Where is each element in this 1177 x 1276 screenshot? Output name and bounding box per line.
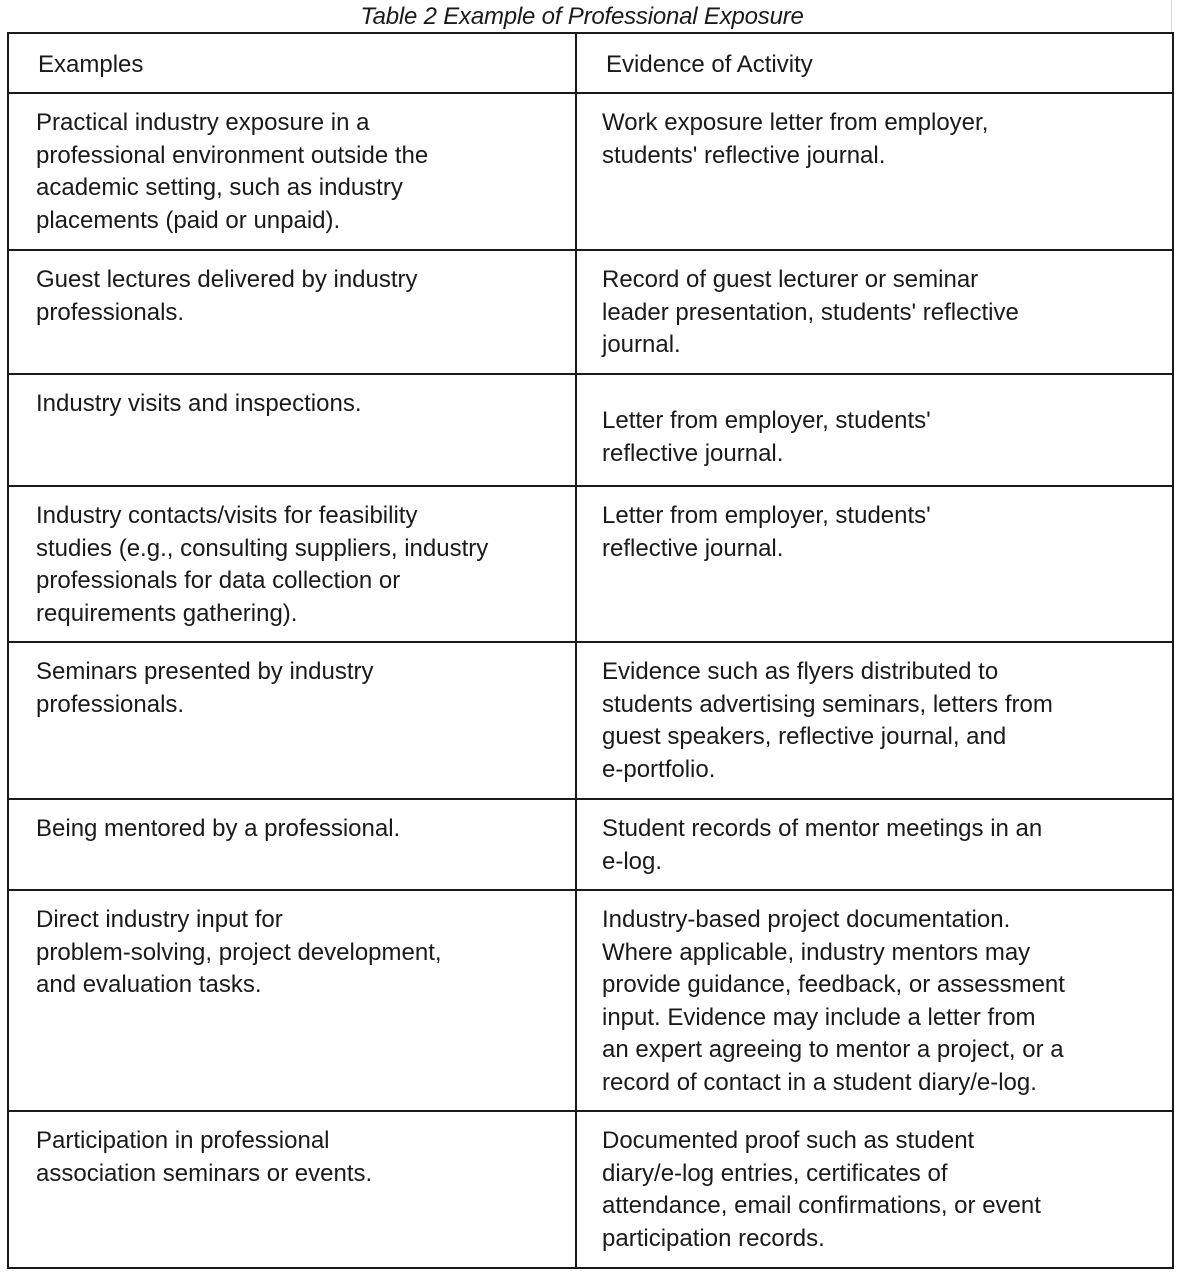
example-text: Participation in professional association seminars or events. xyxy=(36,1127,373,1187)
example-text: Industry contacts/visits for feasibility studies (e.g., consulting suppliers, industry professionals for data collection or requirements gathering). xyxy=(36,502,489,627)
header-label: Evidence of Activity xyxy=(606,51,813,78)
evidence-text: Record of guest lecturer or seminar leader presentation, students' reflective journal. xyxy=(602,266,1019,358)
evidence-cell xyxy=(576,799,1173,890)
table-row xyxy=(8,642,1173,799)
evidence-cell xyxy=(576,642,1173,799)
evidence-text: Industry-based project documentation. Where applicable, industry mentors may provide guidance, feedback, or assessment input. Evidence may include a letter from an expert agreeing to mentor a project, or a record of contact in a student diary/e-log. xyxy=(602,906,1065,1096)
page-edge-divider xyxy=(1171,0,1172,34)
evidence-cell xyxy=(576,93,1173,250)
evidence-text: Work exposure letter from employer, students' reflective journal. xyxy=(602,109,989,169)
evidence-cell xyxy=(576,374,1173,486)
evidence-cell xyxy=(576,250,1173,374)
example-cell xyxy=(8,250,576,374)
header-examples xyxy=(8,33,576,93)
evidence-text: Student records of mentor meetings in an e-log. xyxy=(602,815,1043,875)
example-cell xyxy=(8,642,576,799)
table-row xyxy=(8,486,1173,642)
example-cell xyxy=(8,890,576,1111)
table-row xyxy=(8,1111,1173,1268)
example-text: Guest lectures delivered by industry professionals. xyxy=(36,266,418,326)
evidence-text: Evidence such as flyers distributed to students advertising seminars, letters from guest speakers, reflective journal, and e-portfolio. xyxy=(602,658,1053,783)
evidence-text: Letter from employer, students' reflective journal. xyxy=(602,502,931,562)
table-row xyxy=(8,799,1173,890)
evidence-cell xyxy=(576,486,1173,642)
professional-exposure-table xyxy=(7,32,1174,1269)
table-row xyxy=(8,250,1173,374)
example-cell xyxy=(8,486,576,642)
table-row xyxy=(8,93,1173,250)
evidence-cell xyxy=(576,1111,1173,1268)
table-header-row xyxy=(8,33,1173,93)
evidence-text: Letter from employer, students' reflective journal. xyxy=(602,407,931,467)
example-text: Industry visits and inspections. xyxy=(36,390,362,417)
evidence-cell xyxy=(576,890,1173,1111)
header-evidence-of-activity xyxy=(576,33,1173,93)
evidence-text: Documented proof such as student diary/e-log entries, certificates of attendance, email confirmations, or event participation records. xyxy=(602,1127,1041,1252)
example-cell xyxy=(8,1111,576,1268)
example-text: Practical industry exposure in a professional environment outside the academic setting, such as industry placements (paid or unpaid). xyxy=(36,109,429,234)
header-label: Examples xyxy=(38,51,144,78)
example-cell xyxy=(8,374,576,486)
example-text: Seminars presented by industry professionals. xyxy=(36,658,374,718)
example-cell xyxy=(8,799,576,890)
table-row xyxy=(8,374,1173,486)
table-caption: Table 2 Example of Professional Exposure xyxy=(360,3,804,30)
example-text: Direct industry input for problem-solving, project development, and evaluation tasks. xyxy=(36,906,442,998)
example-cell xyxy=(8,93,576,250)
example-text: Being mentored by a professional. xyxy=(36,815,401,842)
table-row xyxy=(8,890,1173,1111)
